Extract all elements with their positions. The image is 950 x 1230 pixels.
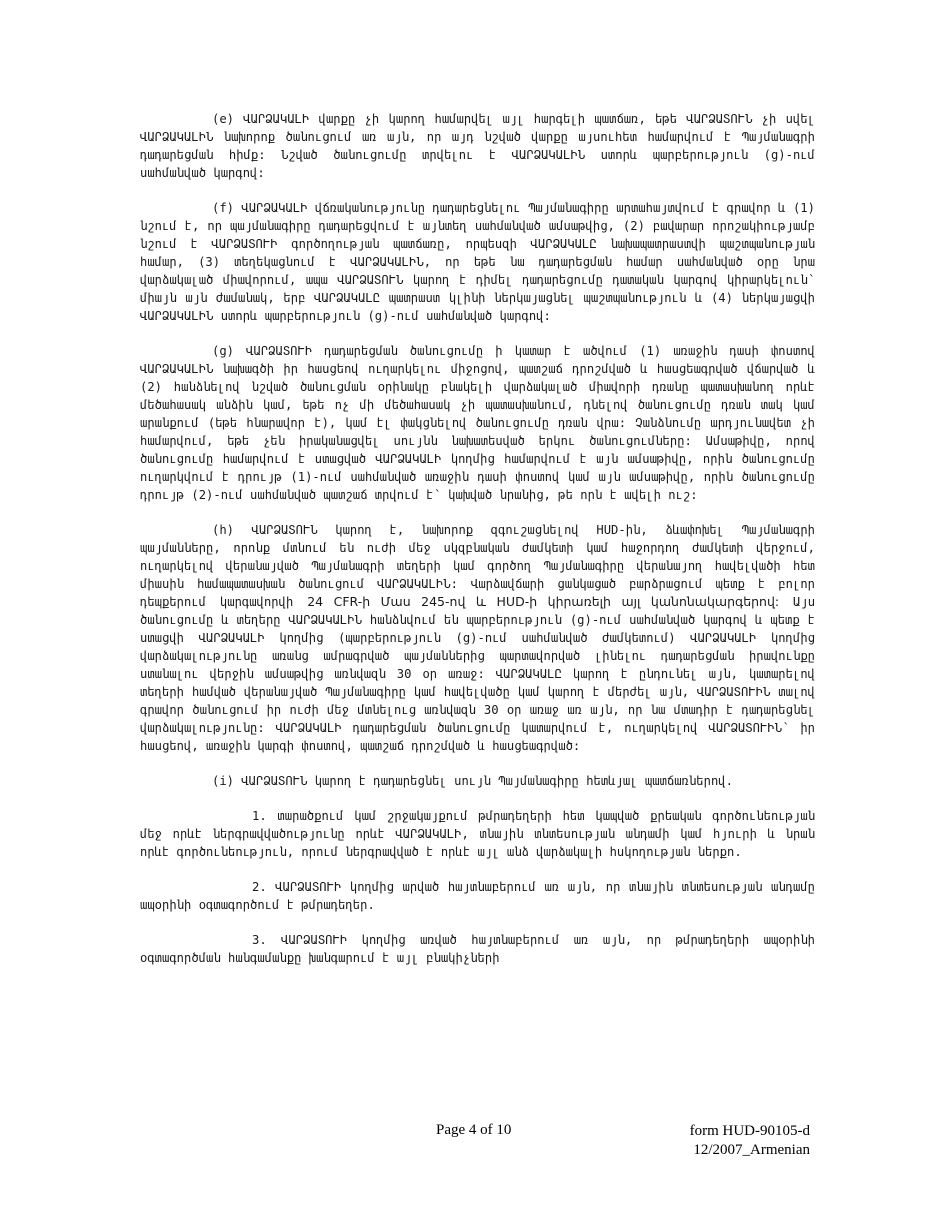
- page-number: Page 4 of 10: [436, 1122, 512, 1138]
- page-body: [140, 110, 815, 967]
- paragraph-i-item-2: 2. ՎԱՐՁԱՏՈՒԻ կողմից արված հայտնաբերում առ այն, որ տնային տնտեսության անդամը ապօրինի օգտագործում է թմրադեղեր.: [140, 880, 815, 912]
- form-identifier: [690, 1122, 810, 1160]
- page-footer: [0, 1122, 950, 1172]
- form-version: 12/2007_Armenian: [693, 1142, 810, 1158]
- paragraph-e: (e) ՎԱՐՁԱԿԱԼԻ վարքը չի կարող համարվել այլ հարգելի պատճառ, եթե ՎԱՐՁԱՏՈՒՆ չի սվել ՎԱՐՁԱԿԱԼԻՆ նախորոք ծանուցում առ այն, որ այդ նշված վարքը այսուհետ համարվում է Պայմանագրի դադարեցման հիմք: Նշված ծանուցումը տրվելու է ՎԱՐՁԱԿԱԼԻՆ ստորև պարբերություն (g)-ում սահմանված կարգով:: [140, 112, 815, 180]
- paragraph-h: [140, 521, 815, 755]
- paragraph-g: (g) ՎԱՐՁԱՏՈՒԻ դադարեցման ծանուցումը ի կատար է ածվում (1) առաջին դասի փոստով ՎԱՐՁԱԿԱԼԻՆ նախագծի իր հասցեով ուղարկելու միջոցով, պատշաճ դրոշմված և հասցեագրված վճարված և (2) հանձնելով նշված ծանուցման օրինակը բնակելի վարձակալած միավորի դռանը պատասխանող որևէ մեծահասակ անձին կամ, եթե ոչ մի մեծահասակ չի պատասխանում, դնելով ծանուցումը դռան տակ կամ արանքում (եթե հնարավոր է), կամ էլ փակցնելով ծանուցումը դռան վրա: Չանձնումը արդյունավետ չի համարվում, եթե չեն իրականացվել սույնն նախատեսված երկու ծանուցումները: Ամսաթիվը, որով ծանուցումը համարվում է ստացված ՎԱՐՁԱԿԱԼԻ կողմից համարվում է այն ամսաթիվը, որին ծանուցումը ուղարկվում է դրույթ (1)-ում սահմանված առաջին դասի փոստով կամ այն ամսաթիվը, որին ծանուցումը դրույթ (2)-ում սահմանված պատշաճ տրվում է՝ կախված նրանից, թե որն է ավելի ուշ:: [140, 344, 815, 502]
- paragraph-f: (f) ՎԱՐՁԱԿԱԼԻ վճռականությունը դադարեցնելու Պայմանագիրը արտահայտվում է գրավոր և (1) նշում է, որ պայմանագիրը դադարեցվում է այնտեղ սահմանված ամսաթվից, (2) բավարար որոշակիությամբ նշում է ՎԱՐՁԱՏՈՒԻ գործողության պատճառը, որպեսզի ՎԱՐՁԱԿԱԼԸ նախապատրաստվի պաշտպանության համար, (3) տեղեկացնում է ՎԱՐՁԱԿԱԼԻՆ, որ եթե նա դադարեցման համար սահմանված օրը նրա վարձակալած միավորում, ապա ՎԱՐՁԱՏՈՒՆ կարող է դիմել դադարեցումը դատական կարգով կիրարկելուն՝ միայն այն ժամանակ, երբ ՎԱՐՁԱԿԱԼԸ պատրաստ կլինի ներկայացնել պաշտպանություն և (4) ներկայացվի ՎԱՐՁԱԿԱԼԻՆ ստորև պարբերություն (g)-ում սահմանված կարգով:: [140, 201, 815, 323]
- paragraph-i-item-1: 1. տարածքում կամ շրջակայքում թմրադեղերի հետ կապված քրեական գործունեության մեջ որևէ ներգրավվածությունը որևէ ՎԱՐՁԱԿԱԼԻ, տնային տնտեսության անդամի կամ հյուրի և նրան որևէ գործունեություն, որում ներգրավված է որևէ այլ անձ վարձակալի հսկողության ներքո.: [140, 809, 815, 859]
- paragraph-i: (i) ՎԱՐՁԱՏՈՒՆ կարող է դադարեցնել սույն Պայմանագիրը հետևյալ պատճառներով.: [212, 774, 733, 788]
- paragraph-i-item-3: 3. ՎԱՐՁԱՏՈՒԻ կողմից առված հայտնաբերում առ այն, որ թմրադեղերի ապօրինի օգտագործման հանգամանքը խանգարում է այլ բնակիչների: [140, 933, 815, 965]
- paragraph-h-text-1: (h) ՎԱՐՁԱՏՈՒՆ կարող է, նախորոք զգուշացնելով HUD-ին, ձևափոխել Պայմանագրի պայմանները, որոնք մտնում են ուժի մեջ սկզբնական ժամկետի կամ հաջորդող ժամկետի վերջում, ուղարկելով վերանայված Պայմանագրի տեղերի կամ գործող Պայմանագիրը վերանայող հավելվածի հետ միասին համապատասխան ծանուցում ՎԱՐՁԱԿԱԼԻՆ: Վարձավճարի ցանկացած բարձրացում պետք է բոլոր դեպքերում կարգավորվի: [140, 523, 815, 609]
- paragraph-h-text-2: Այս ծանուցումը և տեղերը ՎԱՐՁԱԿԱԼԻՆ հանձնվում են պարբերություն (g)-ում սահմանված կարգով և պետք է ստացվի ՎԱՐՁԱԿԱԼԻ կողմից (պարբերություն (g)-ում սահմանված ժամկետում) ՎԱՐՁԱԿԱԼԻ կողմից վարձակալությունը առանց ամրագրված պայմաններից պարտավորված լինելու դադարեցման իրավունքը ստանալու վերջին ամսաթվից առնվազն 30 օր առաջ: ՎԱՐՁԱԿԱԼԸ կարող է ընդունել այն, կատարելով տեղերի համված վերանայված Պայմանագիրը կամ հավելվածը կամ կարող է մերժել այն, ՎԱՐՁԱՏՈՒԻՆ տալով գրավոր ծանուցում իր ուժի մեջ մտնելուց առնվազն 30 օր առաջ առ այն, որ նա մտադիր է դադարեցնել վարձակալությունը: ՎԱՐՁԱԿԱԼԻ դադարեցման ծանուցումը կատարվում է, ուղարկելով ՎԱՐՁԱՏՈՒԻՆ՝ իր հասցեով, առաջին կարգի փոստով, պատշաճ դրոշմված և հասցեագրված:: [140, 595, 816, 753]
- paragraph-h-regulation-ref: 24 CFR-ի Մաս 245-ով և HUD-ի կիրառելի այլ կանոնակարգերով:: [307, 594, 780, 609]
- form-number: form HUD-90105-d: [689, 1123, 810, 1139]
